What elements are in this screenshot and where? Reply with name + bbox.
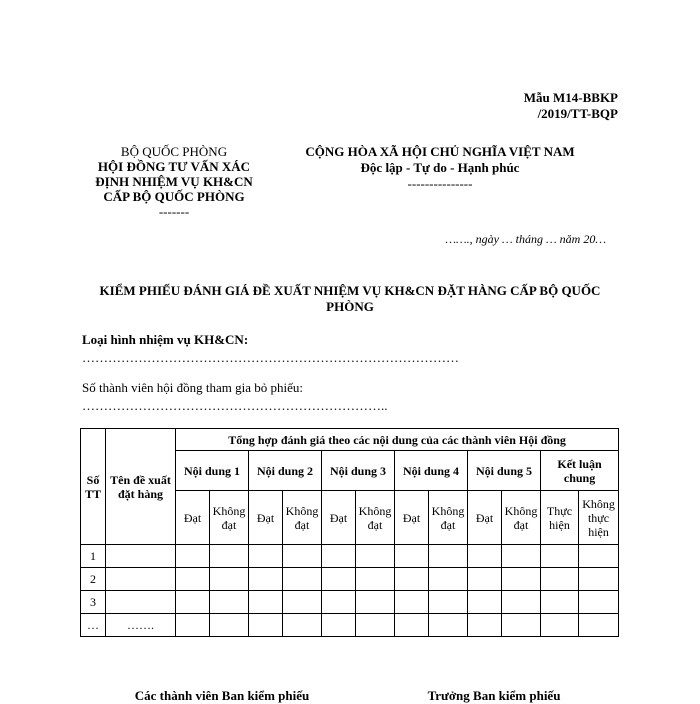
form-code [470,90,618,122]
members-count-fill-line: …………………………………………………………….. [82,398,388,413]
left-header-divider: ------- [158,204,190,219]
national-motto: Độc lập - Tự do - Hạnh phúc [360,160,520,175]
ministry-name: BỘ QUỐC PHÒNG [120,144,228,159]
document-title-line1: KIỂM PHIẾU ĐÁNH GIÁ ĐỀ XUẤT NHIỆM VỤ KH&CN ĐẶT HÀNG CẤP BỘ QUỐC [99,283,601,298]
header-pass: Đạt [322,491,356,545]
form-code-circular: /2019/TT-BQP [537,106,618,121]
header-content-5: Nội dung 5 [468,451,541,491]
left-header [80,144,268,219]
header-conclusion: Kết luận chung [541,451,619,491]
row-no: 3 [81,591,106,614]
document-title-line2: PHÒNG [326,299,374,314]
task-type-label: Loại hình nhiệm vụ KH&CN: [82,332,249,347]
row-no: … [81,614,106,637]
row-name [106,591,176,614]
header-pass: Đạt [468,491,502,545]
header-content-2: Nội dung 2 [249,451,322,491]
members-count-label: Số thành viên hội đồng tham gia bỏ phiếu: [82,380,303,395]
nation-name: CỘNG HÒA XÃ HỘI CHỦ NGHĨA VIỆT NAM [305,144,575,159]
header-summary-group: Tổng hợp đánh giá theo các nội dung của các thành viên Hội đồng [176,429,619,451]
date-line: ……., ngày … tháng … năm 20… [445,232,606,246]
table-row [81,614,619,637]
header-fail: Không đạt [283,491,322,545]
header-no: Số TT [81,429,106,545]
row-name [106,568,176,591]
header-pass: Đạt [249,491,283,545]
signature-members: Các thành viên Ban kiểm phiếu [134,688,310,703]
header-implement: Thực hiện [541,491,579,545]
table-row [81,591,619,614]
row-name: ……. [106,614,176,637]
header-pass: Đạt [395,491,429,545]
right-header [282,144,598,192]
header-content-3: Nội dung 3 [322,451,395,491]
signature-head: Trưởng Ban kiểm phiếu [427,688,561,703]
header-fail: Không đạt [429,491,468,545]
right-header-divider: --------------- [407,176,473,191]
task-type-fill-line: …………………………………………………………………………… [82,350,459,365]
row-name [106,545,176,568]
table-row [81,568,619,591]
header-fail: Không đạt [502,491,541,545]
row-no: 1 [81,545,106,568]
header-proposal-name: Tên đề xuất đặt hàng [106,429,176,545]
header-pass: Đạt [176,491,210,545]
header-content-4: Nội dung 4 [395,451,468,491]
document-title [80,283,620,315]
header-fail: Không đạt [210,491,249,545]
table-row [81,545,619,568]
form-code-number: Mẫu M14-BBKP [523,90,618,105]
row-no: 2 [81,568,106,591]
council-name-line3: CẤP BỘ QUỐC PHÒNG [103,189,245,204]
header-content-1: Nội dung 1 [176,451,249,491]
vote-count-table [80,428,619,637]
council-name-line1: HỘI ĐỒNG TƯ VẤN XÁC [97,159,251,174]
header-not-implement: Không thực hiện [579,491,619,545]
council-name-line2: ĐỊNH NHIỆM VỤ KH&CN [95,174,253,189]
header-fail: Không đạt [356,491,395,545]
